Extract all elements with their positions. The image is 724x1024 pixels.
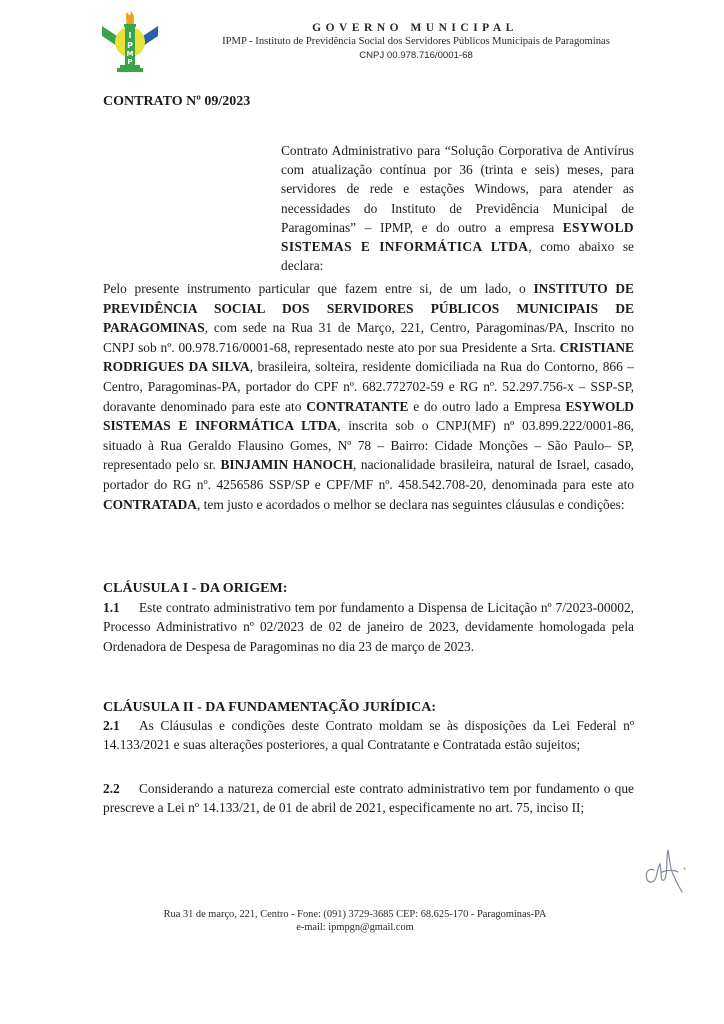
clause-2-2 <box>103 779 634 818</box>
ipmp-logo-icon <box>100 8 160 74</box>
preamble-company: ESYWOLD SISTEMAS E INFORMÁTICA LTDA <box>103 398 634 434</box>
clause-text: As Cláusulas e condições deste Contrato moldam se às disposições da Lei Federal nº 14.133/2021 e suas alterações posteriores, a qual Contratante e Contratada estão sujeitos; <box>103 718 634 753</box>
preamble-institute: INSTITUTO DE PREVIDÊNCIA SOCIAL DOS SERVIDORES PÚBLICOS MUNICIPAIS DE PARAGOMINAS <box>103 281 634 336</box>
preamble-contratante: CONTRATANTE <box>306 398 409 414</box>
logo-letter-p: P <box>127 41 133 50</box>
preamble-text-7: , tem justo e acordados o melhor se declara nas seguintes cláusulas e condições: <box>196 496 625 512</box>
page-footer <box>120 908 590 934</box>
institute-name: IPMP - Instituto de Previdência Social dos Servidores Públicos Municipais de Paragominas <box>222 36 610 47</box>
logo-letter-i: I <box>128 31 132 40</box>
preamble-contratada: CONTRATADA <box>103 496 197 512</box>
preamble-representative: BINJAMIN HANOCH <box>220 457 353 473</box>
ipmp-logo <box>100 8 160 74</box>
abstract-intro: Contrato Administrativo para “Solução Corporativa de Antivírus com atualização contínua por 36 (trinta e seis) meses, para servidores de rede e estações Windows, para atender as necessidades do Instituto de Previdência Municipal de Paragominas” – IPMP, e do outro a empresa <box>281 143 634 235</box>
preamble-text-6: , nacionalidade brasileira, natural de Israel, casado, portador do RG nº. 4256586 SSP/SP e CPF/MF nº. 458.542.708-20, denominada para este ato <box>103 457 634 492</box>
footer-address: Rua 31 de março, 221, Centro - Fone: (091) 3729-3685 CEP: 68.625-170 - Paragominas-PA <box>163 909 547 920</box>
clause-2-1 <box>103 716 634 755</box>
footer-email: e-mail: ipmpgn@gmail.com <box>296 922 414 933</box>
abstract-company: ESYWOLD SISTEMAS E INFORMÁTICA LTDA <box>281 219 634 255</box>
logo-letter-m: M <box>126 50 134 58</box>
signature-icon <box>640 840 690 895</box>
preamble-president: CRISTIANE RODRIGUES DA SILVA <box>103 339 634 375</box>
clause-1-1 <box>103 598 634 656</box>
clause-number: 2.1 <box>103 718 120 733</box>
contract-abstract <box>281 141 634 275</box>
preamble-text-1: Pelo presente instrumento particular que fazem entre si, de um lado, o <box>103 281 534 296</box>
clause-2-title: CLÁUSULA II - DA FUNDAMENTAÇÃO JURÍDICA: <box>103 700 437 715</box>
preamble-text-3: , brasileira, solteira, residente domiciliada na Rua do Contorno, 866 – Centro, Paragominas-PA, portador do CPF nº. 682.772702-59 e RG nº. 52.297.756-x – SSP-SP, doravante denominado para este ato <box>103 359 634 414</box>
clause-text: Este contrato administrativo tem por fundamento a Dispensa de Licitação nº 7/2023-00002, Processo Administrativo nº 02/2023 de 02 de janeiro de 2023, devidamente homologada pela Ordenadora de Despesa de Paragominas no dia 23 de março de 2023. <box>103 600 634 654</box>
preamble-text-2: , com sede na Rua 31 de Março, 221, Centro, Paragominas/PA, Inscrito no CNPJ sob nº. 00.978.716/0001-68, representado neste ato por sua Presidente a Srta. <box>103 320 634 355</box>
preamble-text-5: , inscrita sob o CNPJ(MF) nº 03.899.222/0001-86, situado à Rua Geraldo Flausino Gomes, Nº 78 – Bairro: Cidade Monções – São Paulo– SP, representado pelo sr. <box>103 418 635 473</box>
contract-preamble <box>103 279 634 514</box>
preamble-text-4: e do outro lado a Empresa <box>408 398 566 414</box>
abstract-closing: , como abaixo se declara: <box>281 239 634 274</box>
clause-1-title: CLÁUSULA I - DA ORIGEM: <box>103 581 288 596</box>
contract-number: CONTRATO Nº 09/2023 <box>103 94 251 109</box>
institute-cnpj: CNPJ 00.978.716/0001-68 <box>359 50 473 61</box>
government-title: GOVERNO MUNICIPAL <box>312 22 518 34</box>
clause-number: 2.2 <box>103 781 120 796</box>
clause-number: 1.1 <box>103 600 120 615</box>
signature-initials <box>640 840 690 895</box>
logo-letter-p2: P <box>127 58 133 66</box>
clause-text: Considerando a natureza comercial este contrato administrativo tem por fundamento o que prescreve a Lei nº 14.133/21, de 01 de abril de 2021, especificamente no art. 75, inciso II; <box>103 781 634 816</box>
